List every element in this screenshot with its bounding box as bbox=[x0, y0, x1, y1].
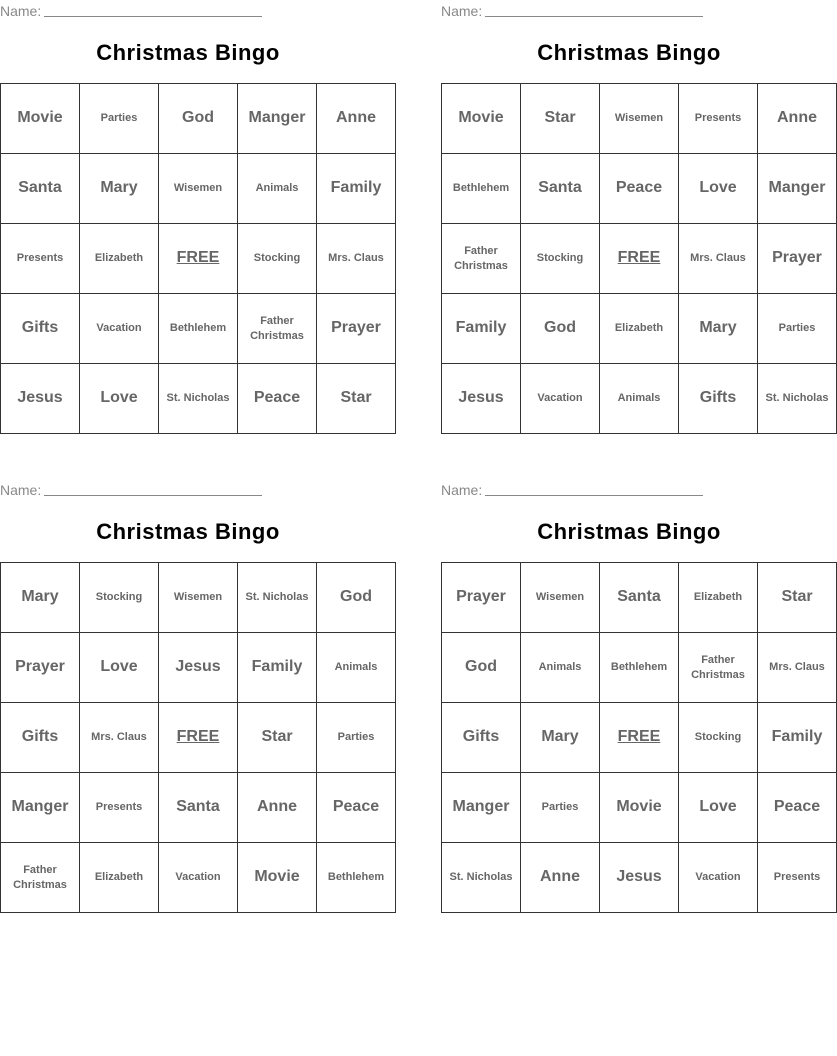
bingo-cell: Bethlehem bbox=[442, 154, 521, 224]
grid-row bbox=[1, 294, 396, 364]
bingo-cell: Wisemen bbox=[159, 154, 238, 224]
bingo-cell: Manger bbox=[1, 773, 80, 843]
bingo-cell: Gifts bbox=[1, 703, 80, 773]
grid-row bbox=[442, 843, 837, 913]
grid-row bbox=[1, 224, 396, 294]
bingo-cell: St. Nicholas bbox=[442, 843, 521, 913]
bingo-cell: Gifts bbox=[442, 703, 521, 773]
bingo-cell: Elizabeth bbox=[80, 843, 159, 913]
bingo-cell: Wisemen bbox=[521, 563, 600, 633]
bingo-cell: Jesus bbox=[1, 364, 80, 434]
bingo-cell: Peace bbox=[600, 154, 679, 224]
bingo-cell: Anne bbox=[521, 843, 600, 913]
bingo-cell: God bbox=[159, 84, 238, 154]
bingo-cell: St. Nicholas bbox=[159, 364, 238, 434]
bingo-cell: Stocking bbox=[238, 224, 317, 294]
bingo-cell: Mrs. Claus bbox=[80, 703, 159, 773]
name-label: Name: bbox=[441, 482, 483, 498]
bingo-cell: Peace bbox=[317, 773, 396, 843]
grid-row bbox=[442, 294, 837, 364]
bingo-cell: Star bbox=[238, 703, 317, 773]
card-title: Christmas Bingo bbox=[96, 40, 280, 65]
bingo-cell: Bethlehem bbox=[159, 294, 238, 364]
bingo-cell: Parties bbox=[521, 773, 600, 843]
bingo-cell: Jesus bbox=[159, 633, 238, 703]
bingo-cell: Jesus bbox=[600, 843, 679, 913]
name-underline[interactable] bbox=[485, 2, 703, 17]
bingo-cell: Animals bbox=[317, 633, 396, 703]
bingo-cell: Presents bbox=[1, 224, 80, 294]
bingo-cell: Bethlehem bbox=[317, 843, 396, 913]
grid-row bbox=[442, 364, 837, 434]
bingo-cell: Parties bbox=[317, 703, 396, 773]
bingo-cell: Manger bbox=[238, 84, 317, 154]
bingo-cell: Mrs. Claus bbox=[679, 224, 758, 294]
bingo-cell: Mary bbox=[1, 563, 80, 633]
name-field[interactable] bbox=[0, 2, 264, 20]
bingo-cell: Parties bbox=[758, 294, 837, 364]
bingo-cell: Father Christmas bbox=[238, 294, 317, 364]
bingo-cell: Presents bbox=[679, 84, 758, 154]
name-label: Name: bbox=[0, 482, 42, 498]
bingo-grid bbox=[0, 83, 396, 434]
bingo-cell: Jesus bbox=[442, 364, 521, 434]
bingo-cell: Movie bbox=[1, 84, 80, 154]
bingo-cell: Family bbox=[317, 154, 396, 224]
bingo-cell: Anne bbox=[758, 84, 837, 154]
bingo-cell: Elizabeth bbox=[600, 294, 679, 364]
bingo-cell: Prayer bbox=[758, 224, 837, 294]
bingo-grid bbox=[441, 562, 837, 913]
grid-row bbox=[1, 84, 396, 154]
free-space: FREE bbox=[600, 224, 679, 294]
grid-row bbox=[1, 843, 396, 913]
bingo-cell: Wisemen bbox=[600, 84, 679, 154]
bingo-cell: God bbox=[317, 563, 396, 633]
grid-row bbox=[442, 84, 837, 154]
bingo-cell: Mrs. Claus bbox=[758, 633, 837, 703]
bingo-cell: God bbox=[521, 294, 600, 364]
grid-row bbox=[442, 224, 837, 294]
name-field[interactable] bbox=[0, 481, 264, 499]
name-underline[interactable] bbox=[485, 481, 703, 496]
bingo-cell: Father Christmas bbox=[1, 843, 80, 913]
name-label: Name: bbox=[0, 3, 42, 19]
name-underline[interactable] bbox=[44, 2, 262, 17]
grid-row bbox=[1, 633, 396, 703]
bingo-cell: Mary bbox=[80, 154, 159, 224]
bingo-cell: Love bbox=[80, 633, 159, 703]
bingo-cell: Star bbox=[521, 84, 600, 154]
bingo-cell: Bethlehem bbox=[600, 633, 679, 703]
grid-row bbox=[1, 364, 396, 434]
bingo-cell: Movie bbox=[238, 843, 317, 913]
name-label: Name: bbox=[441, 3, 483, 19]
bingo-cell: Stocking bbox=[679, 703, 758, 773]
bingo-cell: Father Christmas bbox=[679, 633, 758, 703]
bingo-cell: Family bbox=[238, 633, 317, 703]
bingo-cell: Animals bbox=[238, 154, 317, 224]
name-underline[interactable] bbox=[44, 481, 262, 496]
bingo-cell: Santa bbox=[1, 154, 80, 224]
bingo-cell: St. Nicholas bbox=[238, 563, 317, 633]
grid-row bbox=[442, 633, 837, 703]
bingo-cell: Stocking bbox=[80, 563, 159, 633]
card-title: Christmas Bingo bbox=[537, 519, 721, 544]
grid-row bbox=[442, 703, 837, 773]
bingo-cell: Stocking bbox=[521, 224, 600, 294]
card-title: Christmas Bingo bbox=[96, 519, 280, 544]
bingo-cell: Mrs. Claus bbox=[317, 224, 396, 294]
bingo-cell: Family bbox=[442, 294, 521, 364]
bingo-cell: Mary bbox=[679, 294, 758, 364]
bingo-cell: Love bbox=[80, 364, 159, 434]
bingo-cell: Gifts bbox=[679, 364, 758, 434]
bingo-cell: St. Nicholas bbox=[758, 364, 837, 434]
bingo-cell: Love bbox=[679, 773, 758, 843]
bingo-cell: Animals bbox=[521, 633, 600, 703]
free-space: FREE bbox=[159, 224, 238, 294]
bingo-cell: Elizabeth bbox=[679, 563, 758, 633]
free-space: FREE bbox=[159, 703, 238, 773]
bingo-cell: Mary bbox=[521, 703, 600, 773]
bingo-cell: Manger bbox=[442, 773, 521, 843]
grid-row bbox=[1, 773, 396, 843]
bingo-cell: Peace bbox=[758, 773, 837, 843]
free-space: FREE bbox=[600, 703, 679, 773]
bingo-cell: Manger bbox=[758, 154, 837, 224]
bingo-cell: Elizabeth bbox=[80, 224, 159, 294]
bingo-cell: Vacation bbox=[521, 364, 600, 434]
bingo-cell: Presents bbox=[80, 773, 159, 843]
bingo-cell: Father Christmas bbox=[442, 224, 521, 294]
grid-row bbox=[1, 563, 396, 633]
grid-row bbox=[442, 563, 837, 633]
bingo-cell: Prayer bbox=[442, 563, 521, 633]
bingo-cell: Gifts bbox=[1, 294, 80, 364]
bingo-cell: Anne bbox=[238, 773, 317, 843]
bingo-cell: Parties bbox=[80, 84, 159, 154]
bingo-cell: Anne bbox=[317, 84, 396, 154]
bingo-cell: God bbox=[442, 633, 521, 703]
name-field[interactable] bbox=[441, 2, 705, 20]
bingo-cell: Vacation bbox=[159, 843, 238, 913]
name-field[interactable] bbox=[441, 481, 705, 499]
grid-row bbox=[1, 154, 396, 224]
bingo-cell: Love bbox=[679, 154, 758, 224]
grid-row bbox=[442, 773, 837, 843]
grid-row bbox=[442, 154, 837, 224]
bingo-cell: Animals bbox=[600, 364, 679, 434]
bingo-cell: Movie bbox=[442, 84, 521, 154]
bingo-cell: Prayer bbox=[1, 633, 80, 703]
bingo-grid bbox=[0, 562, 396, 913]
bingo-cell: Santa bbox=[521, 154, 600, 224]
bingo-cell: Santa bbox=[159, 773, 238, 843]
bingo-cell: Star bbox=[317, 364, 396, 434]
bingo-cell: Vacation bbox=[80, 294, 159, 364]
bingo-cell: Movie bbox=[600, 773, 679, 843]
bingo-cell: Peace bbox=[238, 364, 317, 434]
bingo-cell: Star bbox=[758, 563, 837, 633]
card-title: Christmas Bingo bbox=[537, 40, 721, 65]
grid-row bbox=[1, 703, 396, 773]
bingo-cell: Family bbox=[758, 703, 837, 773]
bingo-cell: Prayer bbox=[317, 294, 396, 364]
bingo-cell: Wisemen bbox=[159, 563, 238, 633]
bingo-cell: Presents bbox=[758, 843, 837, 913]
bingo-cell: Santa bbox=[600, 563, 679, 633]
bingo-cell: Vacation bbox=[679, 843, 758, 913]
bingo-grid bbox=[441, 83, 837, 434]
